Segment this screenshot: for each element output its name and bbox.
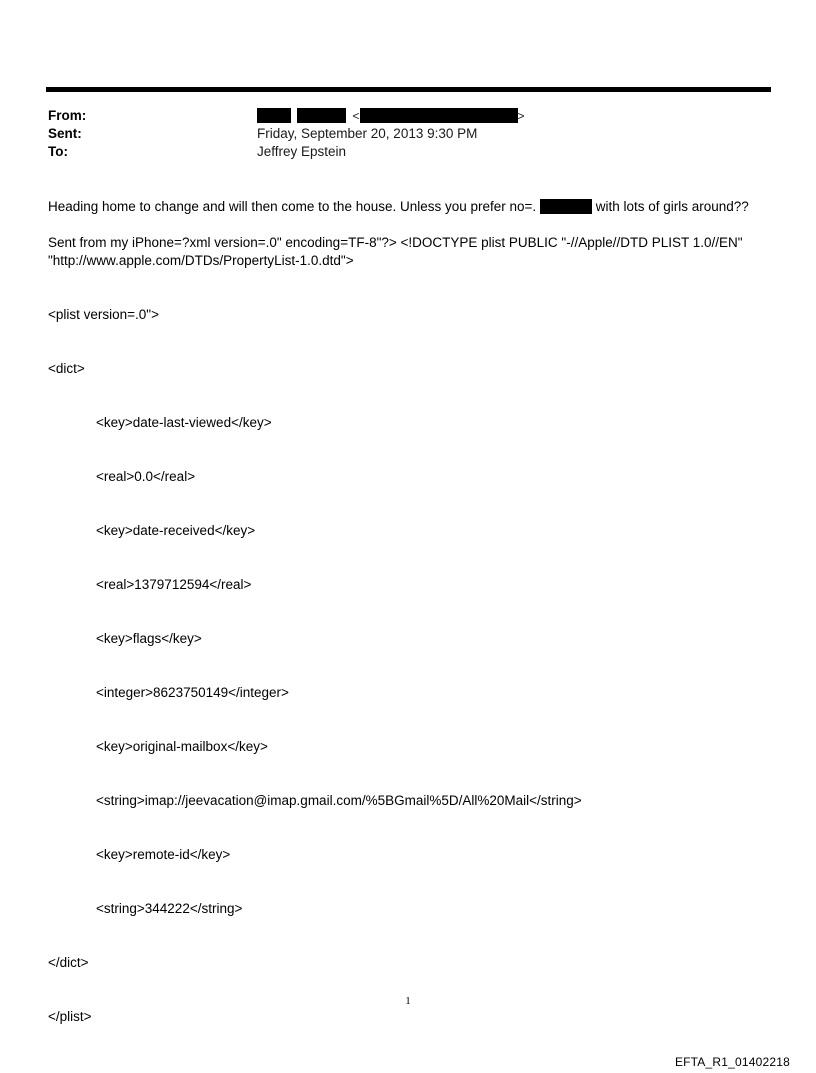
- page-number: 1: [405, 995, 411, 1007]
- message-line-3: "http://www.apple.com/DTDs/PropertyList-1.0.dtd">: [48, 253, 354, 268]
- plist-line: </dict>: [48, 955, 89, 970]
- from-label: From:: [48, 108, 87, 123]
- plist-line: <key>remote-id</key>: [96, 847, 231, 862]
- message-text: Heading home to change and will then come to the house. Unless you prefer no=.: [48, 199, 537, 214]
- redaction-box: [297, 108, 346, 123]
- message-text: with lots of girls around??: [595, 199, 749, 214]
- plist-line: <key>original-mailbox</key>: [96, 739, 268, 754]
- sent-value: Friday, September 20, 2013 9:30 PM: [257, 126, 478, 141]
- bates-number: EFTA_R1_01402218: [674, 1055, 790, 1069]
- from-close-bracket: >: [517, 109, 525, 123]
- from-open-bracket: <: [352, 109, 360, 123]
- plist-line: </plist>: [48, 1009, 92, 1024]
- to-label: To:: [48, 144, 68, 159]
- redaction-box: [360, 108, 518, 123]
- message-line-2: Sent from my iPhone=?xml version=.0" encoding=TF-8"?> <!DOCTYPE plist PUBLIC "-//Apple//DTD PLIST 1.0//EN": [48, 235, 743, 250]
- plist-line: <real>1379712594</real>: [96, 577, 252, 592]
- plist-block: [48, 270, 582, 1044]
- plist-line: <string>imap://jeevacation@imap.gmail.com/%5BGmail%5D/All%20Mail</string>: [96, 793, 582, 808]
- plist-line: <dict>: [48, 361, 85, 376]
- plist-line: <key>date-last-viewed</key>: [96, 415, 272, 430]
- from-value: [257, 107, 525, 125]
- plist-line: <key>flags</key>: [96, 631, 202, 646]
- redaction-box: [257, 108, 291, 123]
- plist-line: <key>date-received</key>: [96, 523, 256, 538]
- plist-line: <integer>8623750149</integer>: [96, 685, 289, 700]
- message-line-1: [48, 198, 749, 216]
- plist-line: <real>0.0</real>: [96, 469, 196, 484]
- sent-label: Sent:: [48, 126, 82, 141]
- plist-line: <string>344222</string>: [96, 901, 243, 916]
- plist-line: <plist version=.0">: [48, 307, 159, 322]
- header-divider-rule: [46, 87, 771, 92]
- to-value: Jeffrey Epstein: [257, 144, 347, 159]
- redaction-box: [540, 199, 592, 214]
